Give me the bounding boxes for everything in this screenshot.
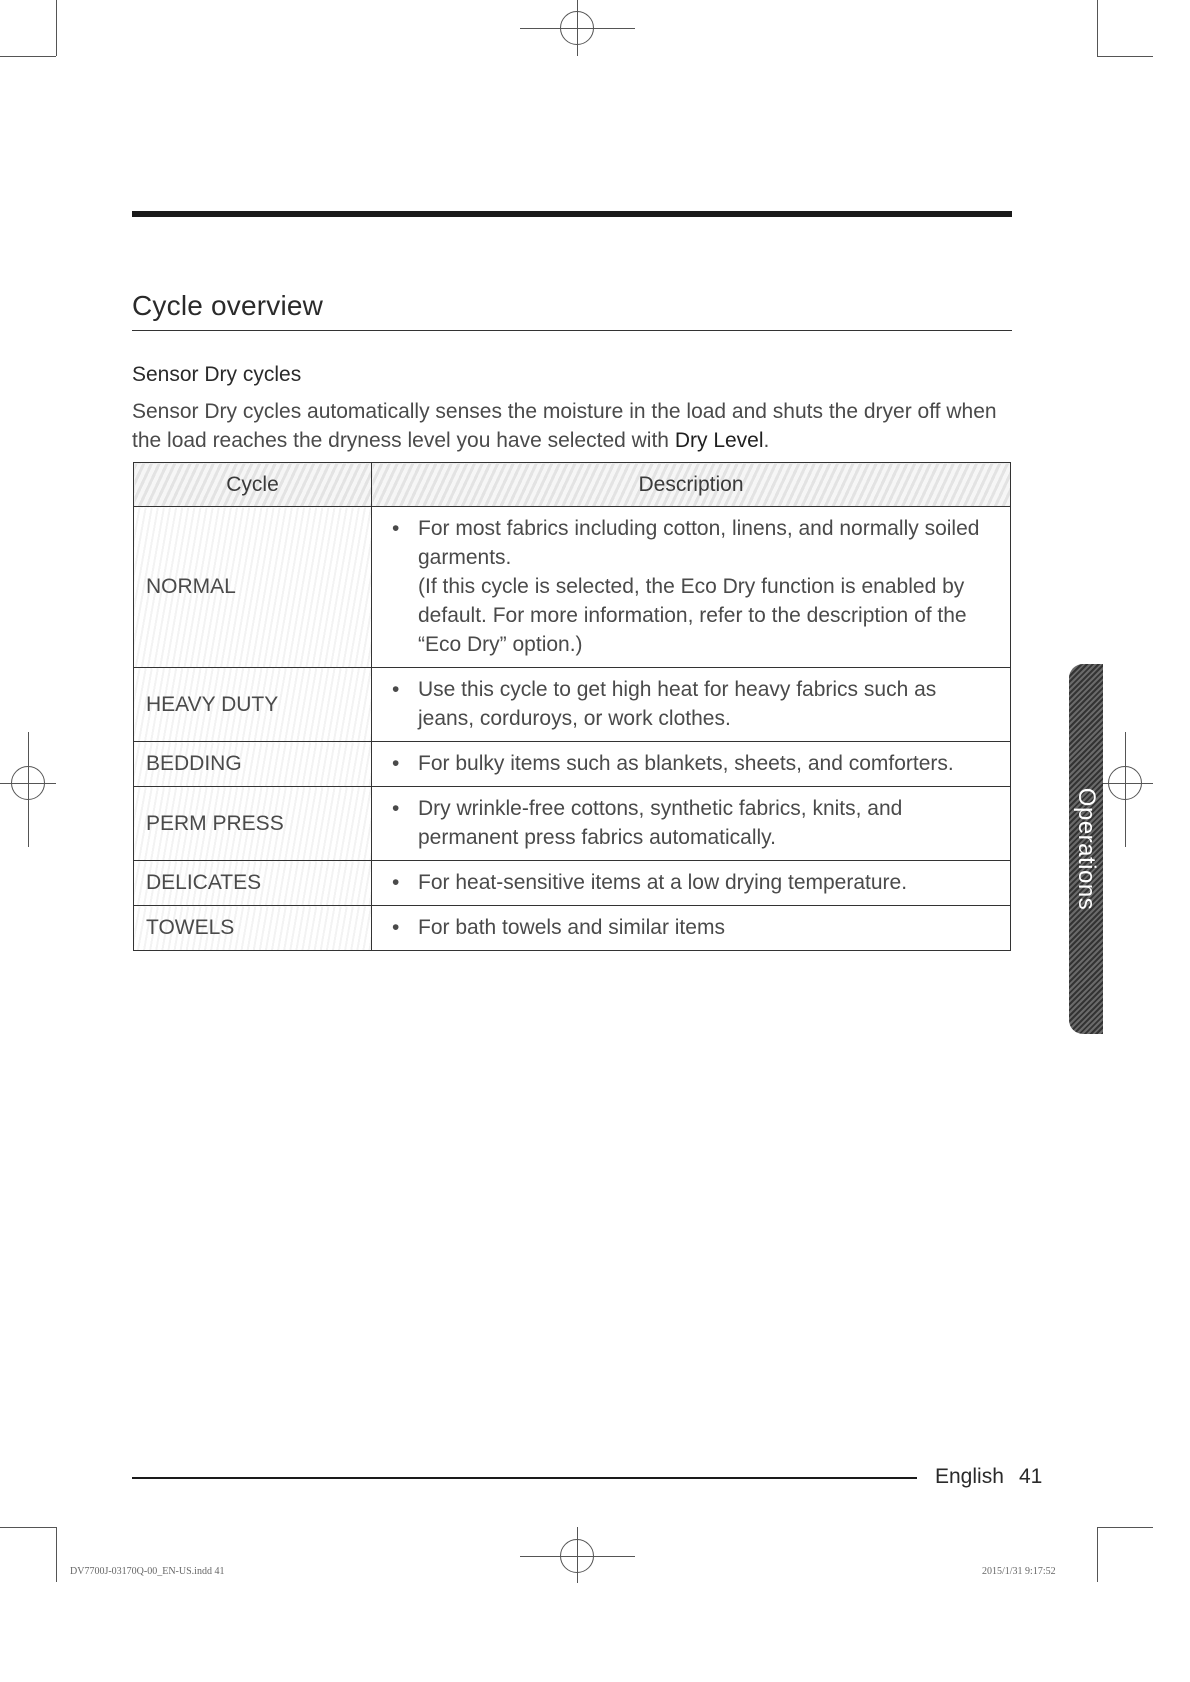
cycle-description [372, 861, 1011, 906]
cycle-description [372, 906, 1011, 951]
header-description: Description [372, 463, 1011, 507]
bullet: • [392, 797, 400, 820]
cycle-name: TOWELS [134, 906, 372, 951]
cycle-description [372, 507, 1011, 668]
intro-paragraph [132, 397, 1012, 455]
description-text: For most fabrics including cotton, linens, and normally soiled garments. [418, 517, 980, 569]
section-title: Cycle overview [132, 290, 324, 321]
cycle-table [133, 462, 1011, 951]
intro-text: Sensor Dry cycles automatically senses the moisture in the load and shuts the dryer off when the load reaches the dryness level you have selected with [132, 400, 997, 452]
cycle-description [372, 668, 1011, 742]
intro-end: . [763, 429, 770, 452]
bullet: • [392, 678, 400, 701]
table-row [134, 742, 1011, 787]
title-rule [132, 330, 1012, 331]
description-text: For heat-sensitive items at a low drying temperature. [418, 871, 908, 894]
description-text: For bath towels and similar items [418, 916, 725, 939]
bullet: • [392, 752, 400, 775]
cycle-name: NORMAL [134, 507, 372, 668]
subsection-heading: Sensor Dry cycles [132, 363, 302, 386]
cycle-name: HEAVY DUTY [134, 668, 372, 742]
description-text: Use this cycle to get high heat for heavy fabrics such as jeans, corduroys, or work clothes. [418, 678, 937, 730]
description-text: Dry wrinkle-free cottons, synthetic fabrics, knits, and permanent press fabrics automatically. [418, 797, 903, 849]
bullet: • [392, 916, 400, 939]
cycle-description [372, 742, 1011, 787]
footer-rule [132, 1477, 917, 1479]
print-slug-timestamp: 2015/1/31 9:17:52 [982, 1566, 1056, 1577]
cycle-name: PERM PRESS [134, 787, 372, 861]
print-slug-file: DV7700J-03170Q-00_EN-US.indd 41 [70, 1566, 225, 1577]
table-row [134, 787, 1011, 861]
bullet: • [392, 871, 400, 894]
cycle-description [372, 787, 1011, 861]
cycle-name: DELICATES [134, 861, 372, 906]
footer-language: English [935, 1465, 1004, 1488]
header-cycle: Cycle [134, 463, 372, 507]
table-header-row [134, 463, 1011, 507]
table-row [134, 861, 1011, 906]
table-row [134, 906, 1011, 951]
bullet: • [392, 517, 400, 540]
intro-bold-term: Dry Level [674, 429, 764, 452]
table-row [134, 668, 1011, 742]
top-rule [132, 211, 1012, 217]
page-number: 41 [1019, 1465, 1043, 1488]
description-note: (If this cycle is selected, the Eco Dry function is enabled by default. For more information, refer to the description of the “Eco Dry” option.) [418, 575, 967, 656]
description-text: For bulky items such as blankets, sheets, and comforters. [418, 752, 954, 775]
cycle-name: BEDDING [134, 742, 372, 787]
side-tab-label: Operations [1073, 787, 1100, 911]
table-row [134, 507, 1011, 668]
